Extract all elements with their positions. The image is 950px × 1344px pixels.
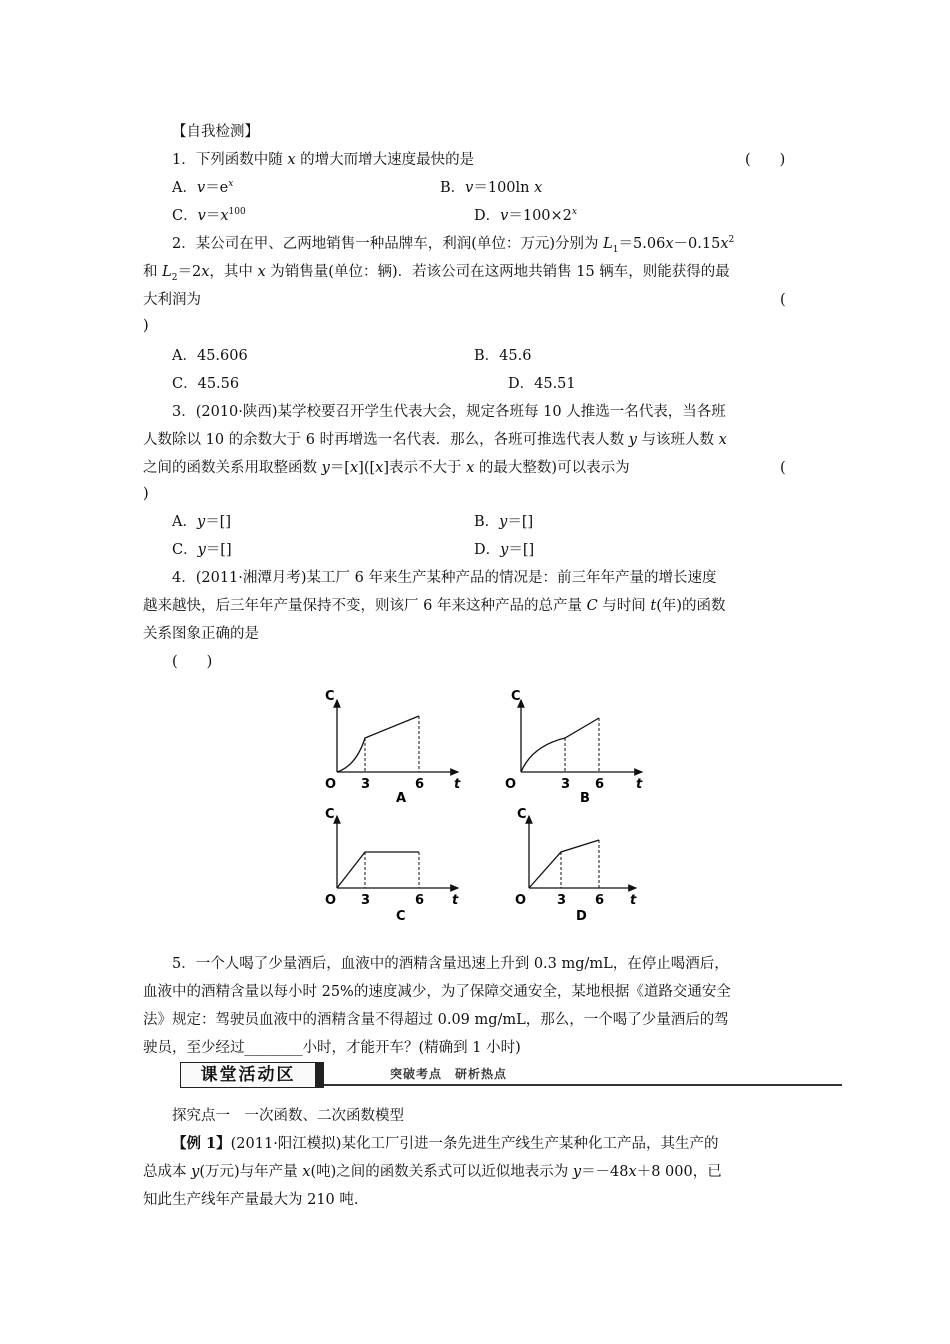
- q5-line-1: 5．一个人喝了少量酒后，血液中的酒精含量迅速上升到 0.3 mg/mL，在停止喝酒后，: [172, 956, 729, 972]
- graph-c-caption: C: [396, 909, 406, 924]
- section-banner: [172, 1060, 842, 1090]
- graph-a-tick-3: 3: [361, 777, 371, 792]
- q4-answer-paren: ( ): [172, 654, 213, 670]
- q1-option-c: C．$v=x^{100}$: [172, 207, 246, 224]
- graph-a-curve: [337, 716, 419, 772]
- graph-d: [515, 807, 637, 924]
- q4-line-2: 越来越快，后三年年产量保持不变，则该厂 6 年来这种产品的总产量 C 与时间 t(年)的函数: [143, 598, 726, 614]
- q1-option-a: A．$v=e^x$: [172, 179, 234, 196]
- graph-d-curve: [529, 840, 599, 888]
- graph-d-origin-label: O: [515, 893, 527, 908]
- graph-b-origin-label: O: [505, 777, 517, 792]
- graph-b-caption: B: [580, 791, 590, 806]
- banner-rule: [324, 1084, 842, 1086]
- q5-line-4: 驶员，至少经过________小时，才能开车？(精确到 1 小时): [143, 1040, 521, 1056]
- graph-c-origin-label: O: [325, 893, 337, 908]
- graph-c-tick-3: 3: [361, 893, 371, 908]
- graph-b-curve: [521, 718, 599, 772]
- q4-line-1: 4．(2011·湘潭月考)某工厂 6 年来生产某种产品的情况是：前三年年产量的增长速度: [172, 570, 717, 586]
- graph-b-axis-y-label: C: [511, 689, 521, 704]
- graph-d-axis-x-label: t: [630, 893, 637, 908]
- graph-c-curve: [337, 852, 419, 888]
- q3-paren-close: ): [143, 486, 149, 502]
- q2-line-1: 2．某公司在甲、乙两地销售一种品牌车，利润(单位：万元)分别为 $L_1=5.06x-0.15x^2$: [172, 235, 735, 255]
- q2-paren-close: ): [143, 318, 149, 334]
- q1-option-b: B．v＝100ln x: [440, 180, 543, 196]
- q1-answer-paren: ( ): [745, 152, 786, 168]
- q3-option-d: D．y＝[]: [474, 542, 535, 558]
- q4-graphs-svg: [318, 684, 658, 924]
- q2-line-2: 和 $L_2=2x$，其中 x 为销售量(单位：辆)．若该公司在这两地共销售 15 辆车，则能获得的最: [143, 264, 730, 283]
- graph-c-axis-x-label: t: [452, 893, 459, 908]
- graph-c-tick-6: 6: [415, 893, 425, 908]
- graph-a-axis-x-label: t: [454, 777, 461, 792]
- q4-line-3: 关系图象正确的是: [143, 626, 259, 642]
- banner-subtitle: 突破考点 研析热点: [390, 1067, 508, 1081]
- q5-line-2: 血液中的酒精含量以每小时 25%的速度减少，为了保障交通安全，某地根据《道路交通安全: [143, 984, 731, 1000]
- q1-option-d: D．$v=100\times 2^x$: [474, 207, 577, 224]
- q3-paren-open: (: [780, 460, 786, 476]
- graph-a: [325, 689, 461, 806]
- q2-option-d: D．45.51: [508, 376, 576, 392]
- q5-line-3: 法》规定：驾驶员血液中的酒精含量不得超过 0.09 mg/mL，那么，一个喝了少量酒后的驾: [143, 1012, 729, 1028]
- q2-option-b: B．45.6: [474, 348, 532, 364]
- q3-line-1: 3．(2010·陕西)某学校要召开学生代表大会，规定各班每 10 人推选一名代表，当各班: [172, 404, 726, 420]
- q2-paren-open: (: [780, 292, 786, 308]
- explore-heading: 探究点一 一次函数、二次函数模型: [172, 1108, 404, 1124]
- graph-b: [505, 689, 643, 806]
- q1-stem: 1．下列函数中随 x 的增大而增大速度最快的是: [172, 152, 475, 168]
- q4-graphs-figure: [318, 684, 658, 924]
- banner-title: 课堂活动区: [180, 1062, 316, 1088]
- graph-d-tick-6: 6: [595, 893, 605, 908]
- q2-option-c: C．45.56: [172, 376, 240, 392]
- graph-d-caption: D: [576, 909, 587, 924]
- example-1-line-1: 【例 1】(2011·阳江模拟)某化工厂引进一条先进生产线生产某种化工产品，其生产的: [172, 1135, 719, 1152]
- banner-bar: [316, 1062, 324, 1088]
- q3-line-3: 之间的函数关系用取整函数 y＝[x]([x]表示不大于 x 的最大整数)可以表示为: [143, 460, 630, 476]
- q3-option-c: C．y＝[]: [172, 542, 232, 558]
- graph-d-axis-y-label: C: [517, 807, 527, 822]
- graph-a-axis-y-label: C: [325, 689, 335, 704]
- graph-a-tick-6: 6: [415, 777, 425, 792]
- q3-option-b: B．y＝[]: [474, 514, 534, 530]
- graph-c: [325, 807, 459, 924]
- graph-b-tick-3: 3: [561, 777, 571, 792]
- section-title: 【自我检测】: [172, 124, 259, 140]
- graph-b-axis-x-label: t: [636, 777, 643, 792]
- example-1-line-3: 知此生产线年产量最大为 210 吨.: [143, 1192, 359, 1208]
- graph-d-tick-3: 3: [557, 893, 567, 908]
- graph-a-caption: A: [396, 791, 407, 806]
- q3-option-a: A．y＝[]: [172, 514, 232, 530]
- q3-line-2: 人数除以 10 的余数大于 6 时再增选一名代表．那么，各班可推选代表人数 y 与该班人数 x: [143, 432, 727, 448]
- graph-b-tick-6: 6: [595, 777, 605, 792]
- graph-a-origin-label: O: [325, 777, 337, 792]
- q2-option-a: A．45.606: [172, 348, 248, 364]
- example-1-line-2: 总成本 y(万元)与年产量 x(吨)之间的函数关系式可以近似地表示为 y＝－48x＋8 000，已: [143, 1164, 722, 1180]
- q2-line-3: 大利润为: [143, 292, 201, 308]
- graph-c-axis-y-label: C: [325, 807, 335, 822]
